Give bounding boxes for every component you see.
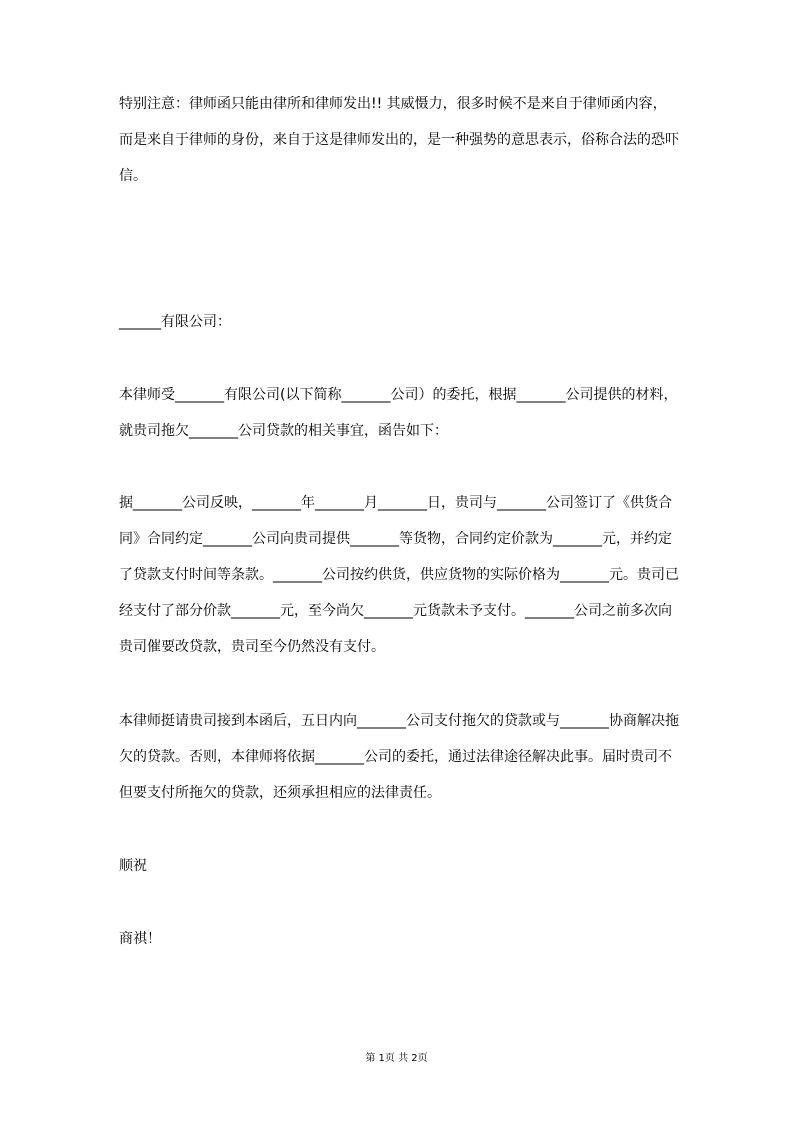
text-line: ______有限公司： <box>119 314 231 330</box>
closing-wish <box>119 921 679 957</box>
demand-paragraph <box>119 703 679 811</box>
text-line: 经支付了部分价款_______元，至今尚欠_______元货款未予支付。_______公司之前多次向 <box>119 603 672 619</box>
text-line: 了贷款支付时间等条款。_______公司按约供货，供应货物的实际价格为_______元。贵司已 <box>119 567 679 583</box>
closing-salutation <box>119 848 679 884</box>
text-line: 顺祝 <box>119 858 147 874</box>
text-line: 欠的贷款。否则，本律师将依据_______公司的委托，通过法律途径解决此事。届时贵司不 <box>119 749 672 765</box>
text-line: 贵司催要改贷款，贵司至今仍然没有支付。 <box>119 639 385 655</box>
text-line: 本律师挺请贵司接到本函后，五日内向_______公司支付拖欠的贷款或与_______协商解决拖 <box>119 713 679 729</box>
facts-paragraph <box>119 485 679 665</box>
text-line: 而是来自于律师的身份，来自于这是律师发出的，是一种强势的意思表示，俗称合法的恐吓 <box>119 132 679 148</box>
text-line: 但要支付所拖欠的贷款，还须承担相应的法律责任。 <box>119 785 441 801</box>
page-number-footer: 第 1页 共 2页 <box>365 1053 428 1064</box>
notice-paragraph <box>119 86 679 194</box>
addressee-line <box>119 304 679 340</box>
text-line: 商祺！ <box>119 931 161 947</box>
text-line: 就贵司拖欠_______公司贷款的相关事宜，函告如下： <box>119 423 448 439</box>
intro-paragraph <box>119 377 679 449</box>
text-line: 据_______公司反映，_______年_______月_______日，贵司与_______公司签订了《供货合 <box>119 495 672 511</box>
text-line: 本律师受_______有限公司(以下简称_______公司）的委托，根据_______公司提供的材料， <box>119 387 678 403</box>
text-line: 同》合同约定_______公司向贵司提供_______等货物，合同约定价款为_______元，并约定 <box>119 531 672 547</box>
text-line: 信。 <box>119 168 147 184</box>
text-line: 特别注意：律师函只能由律所和律师发出!! 其威慑力，很多时候不是来自于律师函内容， <box>119 96 667 112</box>
